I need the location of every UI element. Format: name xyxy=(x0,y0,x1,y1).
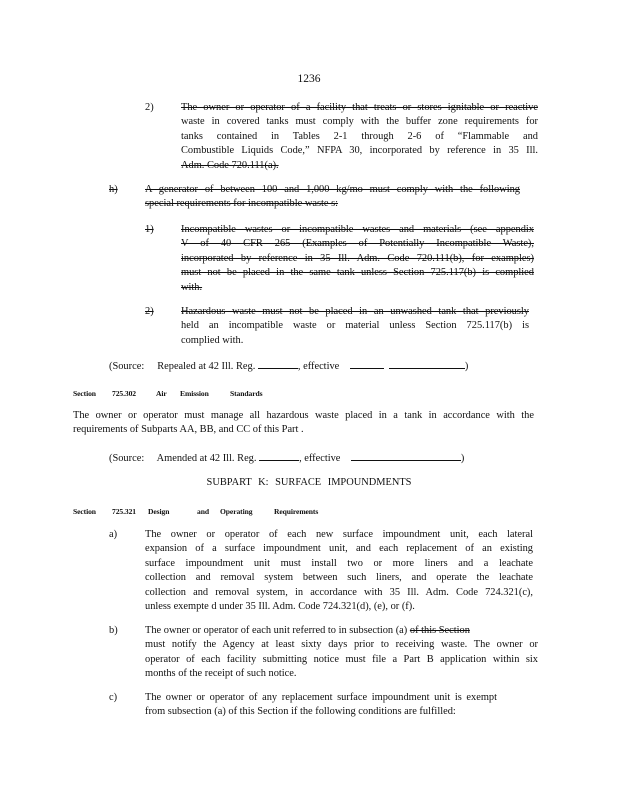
item-text xyxy=(145,528,533,614)
text-line: months of the receipt of such notice. xyxy=(145,668,297,680)
item-label: b) xyxy=(109,625,118,636)
section-word: Section xyxy=(73,389,96,398)
text-line xyxy=(145,624,538,638)
text-line: from subsection (a) of this Section if the following conditions are fulfilled: xyxy=(145,706,456,718)
text-line: waste in covered tanks must comply with the buffer zone requirements for xyxy=(181,116,538,128)
blank-date xyxy=(389,358,465,369)
source-note-repealed xyxy=(109,358,468,374)
source-effective: , effective xyxy=(297,361,340,372)
item-label: 2) xyxy=(145,102,154,113)
text-line: requirements of Subparts AA, BB, and CC of this Part . xyxy=(73,424,304,436)
struck-fragment: of this Section xyxy=(409,625,470,636)
text-line: Combustible Liquids Code,” NFPA 30, incorporated by reference in 35 Ill. xyxy=(181,145,538,157)
item-text xyxy=(181,305,529,348)
item-text xyxy=(145,624,538,682)
item-text xyxy=(145,183,520,212)
text-line: held an incompatible waste or material unless Section 725.117(b) is xyxy=(181,320,529,332)
text-line: A generator of between 100 and 1,000 kg/mo must comply with the following xyxy=(145,184,520,195)
text-line: complied with. xyxy=(181,334,244,346)
text-line: The owner or operator must manage all hazardous waste placed in a tank in accordance with the xyxy=(73,410,534,421)
subpart-heading: SUBPART K: SURFACE IMPOUNDMENTS xyxy=(206,477,412,488)
source-end: ) xyxy=(464,361,469,372)
item-label: h) xyxy=(109,184,118,195)
section-title-word: Standards xyxy=(230,389,263,398)
section-title-word: Design xyxy=(148,507,170,516)
item-label: 1) xyxy=(145,224,154,235)
item-text xyxy=(181,101,538,173)
text-line: The owner or operator of a facility that treats or stores ignitable or reactive xyxy=(181,102,538,113)
text-line: The owner or operator of each new surface impoundment unit, each lateral xyxy=(145,529,533,540)
text-line: Hazardous waste must not be placed in an unwashed tank that previously xyxy=(181,306,529,317)
source-note-amended xyxy=(109,450,464,466)
section-title-word: Air xyxy=(156,389,167,398)
text-fragment: The owner or operator of each unit referred to in subsection (a) xyxy=(145,625,408,636)
item-text xyxy=(145,691,497,720)
text-line: special requirements for incompatible waste s: xyxy=(145,198,339,210)
text-line: Adm. Code 720.111(a). xyxy=(181,159,279,171)
section-title-word: Operating xyxy=(220,507,253,516)
section-title-word: and xyxy=(197,507,209,516)
source-effective: , effective xyxy=(299,453,341,464)
blank-volume xyxy=(259,450,299,461)
text-line: tanks contained in Tables 2-1 through 2-6 of “Flammable and xyxy=(181,130,538,142)
source-end: ) xyxy=(460,453,465,464)
item-label: a) xyxy=(109,529,118,540)
section-word: Section xyxy=(73,507,96,516)
section-725-302-body xyxy=(73,409,534,438)
text-line: collection and removal system, in accordance with 35 Ill. Adm. Code 724.321(c), xyxy=(145,586,533,598)
text-line: expansion of a surface impoundment unit, and each replacement of an existing xyxy=(145,543,533,555)
text-line: with. xyxy=(181,281,203,293)
item-text xyxy=(181,223,534,295)
text-line: The owner or operator of any replacement surface impoundment unit is exempt xyxy=(145,692,497,703)
text-line: must not be placed in the same tank unless Section 725.117(b) is complied xyxy=(181,267,534,279)
section-title-word: Requirements xyxy=(274,507,319,516)
page-number: 1236 xyxy=(297,73,321,85)
source-action: Amended at 42 Ill. Reg. xyxy=(156,453,257,464)
text-line: surface impoundment unit must install two or more liners and a leachate xyxy=(145,557,533,569)
section-heading-725-321 xyxy=(0,505,618,517)
text-line: V of 40 CFR 265 (Examples of Potentially Incompatible Waste), xyxy=(181,238,534,250)
source-prefix: (Source: xyxy=(109,361,145,372)
text-line: operator of each facility submitting notice must file a Part B application within six xyxy=(145,653,538,665)
text-line: incorporated by reference in 35 Ill. Adm. Code 720.111(b), for examples) xyxy=(181,252,534,264)
blank-date xyxy=(350,358,384,369)
item-label: 2) xyxy=(145,306,154,317)
text-line: unless exempte d under 35 Ill. Adm. Code 724.321(d), (e), or (f). xyxy=(145,601,415,613)
source-prefix: (Source: xyxy=(109,453,145,464)
section-number: 725.302 xyxy=(112,389,136,398)
section-title-word: Emission xyxy=(180,389,209,398)
section-number: 725.321 xyxy=(112,507,136,516)
text-line: must notify the Agency at least sixty days prior to receiving waste. The owner or xyxy=(145,639,538,651)
source-action: Repealed at 42 Ill. Reg. xyxy=(157,361,256,372)
text-line: Incompatible wastes or incompatible wastes and materials (see appendix xyxy=(181,224,534,235)
section-heading-725-302 xyxy=(0,387,618,399)
blank-date xyxy=(351,450,461,461)
text-line: collection and removal system between such liners, and operate the leachate xyxy=(145,572,533,584)
item-label: c) xyxy=(109,692,118,703)
blank-volume xyxy=(258,358,298,369)
